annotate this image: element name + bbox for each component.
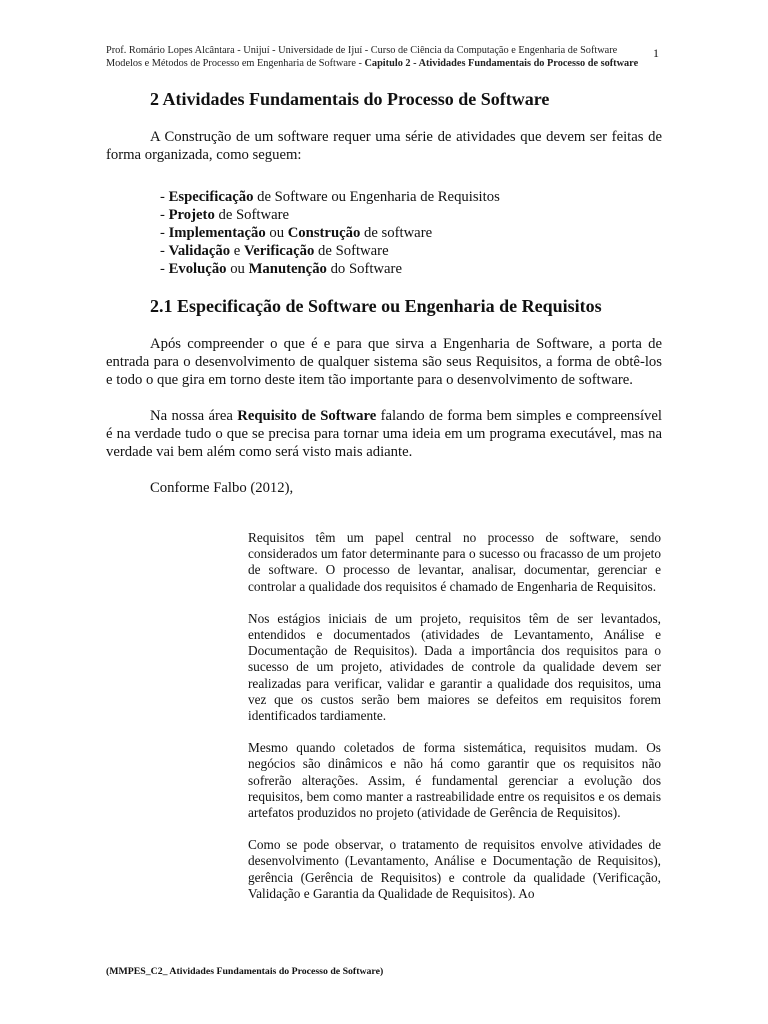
- quote-paragraph: Como se pode observar, o tratamento de requisitos envolve atividades de desenvolvimento (Levantamento, Análise e Documentação de Requisitos), gerência (Gerência de Requisitos) e controle da qualidade (Verificação, Validação e Garantia da Qualidade de Requisitos). Ao: [248, 837, 661, 901]
- activity-text: e: [230, 243, 244, 259]
- activity-term: Projeto: [168, 207, 215, 223]
- intro-paragraph: A Construção de um software requer uma série de atividades que devem ser feitas de forma organizada, como seguem:: [106, 129, 662, 163]
- page-number: 1: [653, 46, 659, 60]
- document-body: [106, 88, 662, 497]
- activity-term: Especificação: [168, 189, 254, 205]
- block-quote: [248, 530, 661, 902]
- activity-text: de software: [360, 225, 433, 241]
- page-header: [106, 44, 666, 70]
- activity-item: [160, 224, 662, 242]
- activity-term: Validação: [168, 243, 231, 259]
- activity-text: -: [160, 225, 169, 241]
- quote-paragraph: Requisitos têm um papel central no processo de software, sendo considerados um fator determinante para o sucesso ou fracasso de um projeto de software. O processo de levantar, analisar, documentar, gerenciar e controlar a qualidade dos requisitos é chamado de Engenharia de Requisitos.: [248, 530, 661, 594]
- quote-paragraph: Nos estágios iniciais de um projeto, requisitos têm de ser levantados, entendidos e documentados (atividades de Levantamento, Análise e Documentação de Requisitos). Dada a importância dos requisitos para o sucesso de um projeto, atividades de controle da qualidade devem ser realizadas para verificar, validar e garantir a qualidade dos requisitos, uma vez que os custos serão bem maiores se defeitos em requisitos forem identificados tardiamente.: [248, 610, 661, 724]
- activity-text: -: [160, 261, 169, 277]
- header-course: Modelos e Métodos de Processo em Engenharia de Software -: [106, 58, 365, 69]
- paragraph-text: Na nossa área: [150, 408, 238, 424]
- paragraph-requisitos-intro: Após compreender o que é e para que sirva a Engenharia de Software, a porta de entrada para o desenvolvimento de qualquer sistema são seus Requisitos, a forma de obtê-los e todo o que gira em torno deste item tão importante para o desenvolvimento de software.: [106, 336, 662, 388]
- activity-text: de Software: [314, 243, 389, 259]
- header-line-1: Prof. Romário Lopes Alcântara - Unijuí - Universidade de Ijuí - Curso de Ciência da Computação e Engenharia de Software: [106, 45, 618, 56]
- activity-item: [160, 242, 662, 260]
- activity-text: de Software: [214, 207, 290, 223]
- activity-term: Implementação: [168, 225, 266, 241]
- paragraph-requisito-definition: [106, 407, 662, 461]
- activity-item: [160, 206, 662, 224]
- activity-text: ou: [226, 261, 249, 277]
- activity-term: Construção: [287, 225, 361, 241]
- quote-paragraph: Mesmo quando coletados de forma sistemática, requisitos mudam. Os negócios são dinâmicos e não há como garantir que os requisitos não sofrerão alterações. Assim, é fundamental gerenciar a evolução dos requisitos, bem como manter a rastreabilidade entre os requisitos e os demais artefatos produzidos no projeto (atividade de Gerência de Requisitos).: [248, 740, 661, 821]
- activity-text: -: [160, 189, 169, 205]
- activity-text: do Software: [326, 261, 402, 277]
- activity-text: ou: [265, 225, 288, 241]
- bold-term: Requisito de Software: [237, 408, 377, 424]
- header-chapter: Capitulo 2 - Atividades Fundamentais do Processo de software: [364, 58, 639, 69]
- activity-text: -: [160, 207, 169, 223]
- paragraph-text: falando de forma bem simples e compreensível é na verdade tudo o que se precisa para tornar uma ideia em um programa executável, mas na verdade vai bem além como será visto mais adiante.: [106, 408, 662, 460]
- header-line-2: [106, 57, 666, 70]
- activity-text: -: [160, 243, 169, 259]
- section-title: 2 Atividades Fundamentais do Processo de Software: [150, 89, 550, 109]
- activity-term: Evolução: [168, 261, 227, 277]
- subsection-title: 2.1 Especificação de Software ou Engenharia de Requisitos: [150, 296, 602, 316]
- activity-item: [160, 188, 662, 206]
- citation-intro: Conforme Falbo (2012),: [150, 480, 294, 496]
- activity-text: de Software ou Engenharia de Requisitos: [253, 189, 500, 205]
- activity-item: [160, 260, 662, 278]
- activity-term: Verificação: [243, 243, 315, 259]
- activities-list: [160, 188, 662, 278]
- page-footer: (MMPES_C2_ Atividades Fundamentais do Processo de Software): [106, 966, 384, 977]
- activity-term: Manutenção: [248, 261, 327, 277]
